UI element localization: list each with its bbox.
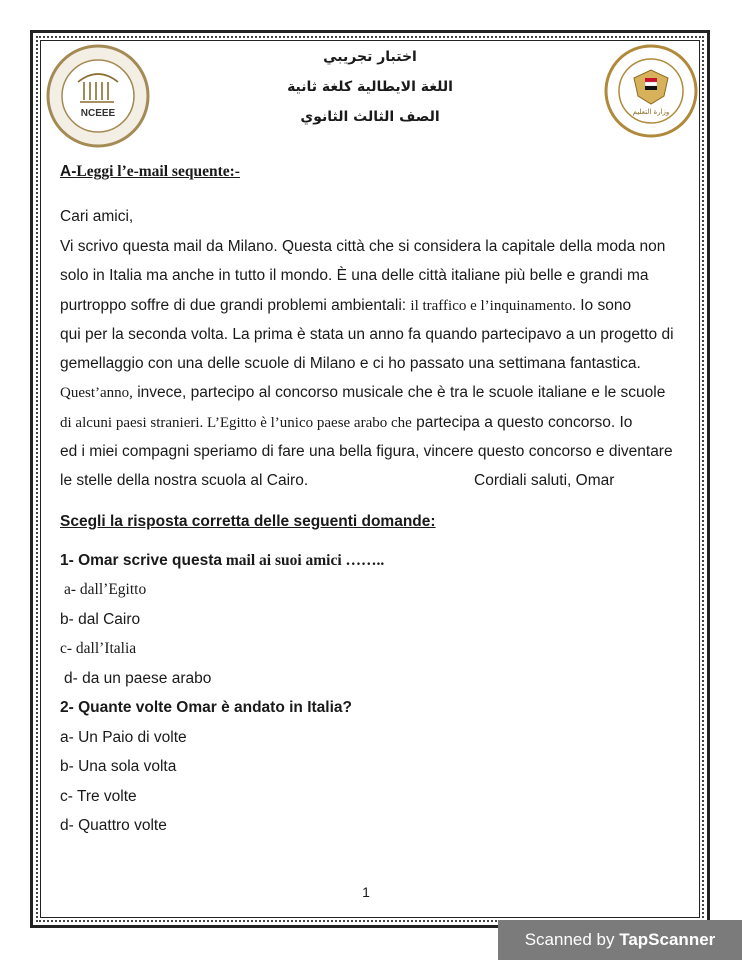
header-line-2: اللغة الايطالية كلغة ثانية [287,79,453,95]
letter-line-3-tail: Io sono [575,296,632,314]
letter-line-1: Vi scrivo questa mail da Milano. Questa città che si considera la capitale della moda non [60,238,666,255]
q1-option-a: a- dall’Egitto [64,581,147,599]
letter-signature: Cordiali saluti, Omar [474,472,615,490]
flag-black-stripe [645,86,657,90]
q1-option-c: c- dall’Italia [60,640,137,658]
letter-line-3-serif: il traffico e l’inquinamento. [410,297,576,314]
letter-line-5: gemellaggio con una delle scuole di Milano e ci ho passato una settimana fantastica. [60,355,641,373]
watermark-prefix: Scanned by [524,930,620,949]
header-line-1: اختبار تجريبي [323,49,417,65]
letter-line-6-start: Quest’anno, [60,385,133,402]
exam-content [60,160,690,841]
watermark-brand: TapScanner [619,930,716,949]
letter-greeting: Cari amici, [60,208,134,225]
question-1-prefix: 1- Omar scrive questa [60,551,222,569]
letter-line-7-start: di alcuni paesi stranieri. L’Egitto è l’unico paese arabo che [60,414,412,431]
flag-red-stripe [645,78,657,82]
question-1 [60,546,690,576]
letter-line-6-tail: invece, partecipo al concorso musicale che è tra le scuole italiane e le scuole [132,384,666,402]
letter-line-3 [60,291,690,320]
q2-option-c: c- Tre volte [60,787,137,805]
scanner-watermark [498,920,742,960]
question-1-serif: mail ai suoi amici …….. [221,551,385,569]
q1-option-b: b- dal Cairo [60,610,141,628]
section-prefix: A- [60,163,77,180]
questions-title: Scegli la risposta corretta delle seguenti domande: [60,512,436,530]
letter-line-4: qui per la seconda volta. La prima è stata un anno fa quando partecipavo a un progetto di [60,325,674,343]
letter-line-8: ed i miei compagni speriamo di fare una bella figura, vincere questo concorso e diventare [60,443,673,461]
q2-option-b: b- Una sola volta [60,758,177,776]
q2-option-d: d- Quattro volte [60,817,167,835]
letter-line-9 [60,466,690,495]
flag-white-stripe [645,82,657,86]
question-2: 2- Quante volte Omar è andato in Italia? [60,699,352,717]
header-line-3: الصف الثالث الثانوي [300,109,440,125]
nceee-logo [46,44,150,148]
letter-line-7-tail: partecipa a questo concorso. Io [411,413,633,431]
letter-line-2: solo in Italia ma anche in tutto il mondo. È una delle città italiane più belle e grandi ma [60,267,649,285]
page-number: 1 [362,884,370,900]
letter-line-7 [60,408,690,437]
letter-line-9-text: le stelle della nostra scuola al Cairo. [60,472,309,490]
ministry-emblem-label: وزارة التعليم [632,108,670,116]
q2-option-a: a- Un Paio di volte [60,728,187,746]
nceee-logo-text: NCEEE [80,108,116,119]
letter-line-3-start: purtroppo soffre di due grandi problemi ambientali: [60,296,407,314]
ministry-logo [604,44,698,138]
exam-header [230,42,510,132]
section-title-text: Leggi l’e-mail sequente:- [76,163,240,180]
section-a-title [60,160,690,184]
letter-line-6 [60,378,690,407]
logo-left-inner-ring [62,60,134,132]
q1-option-d: d- da un paese arabo [64,669,212,687]
